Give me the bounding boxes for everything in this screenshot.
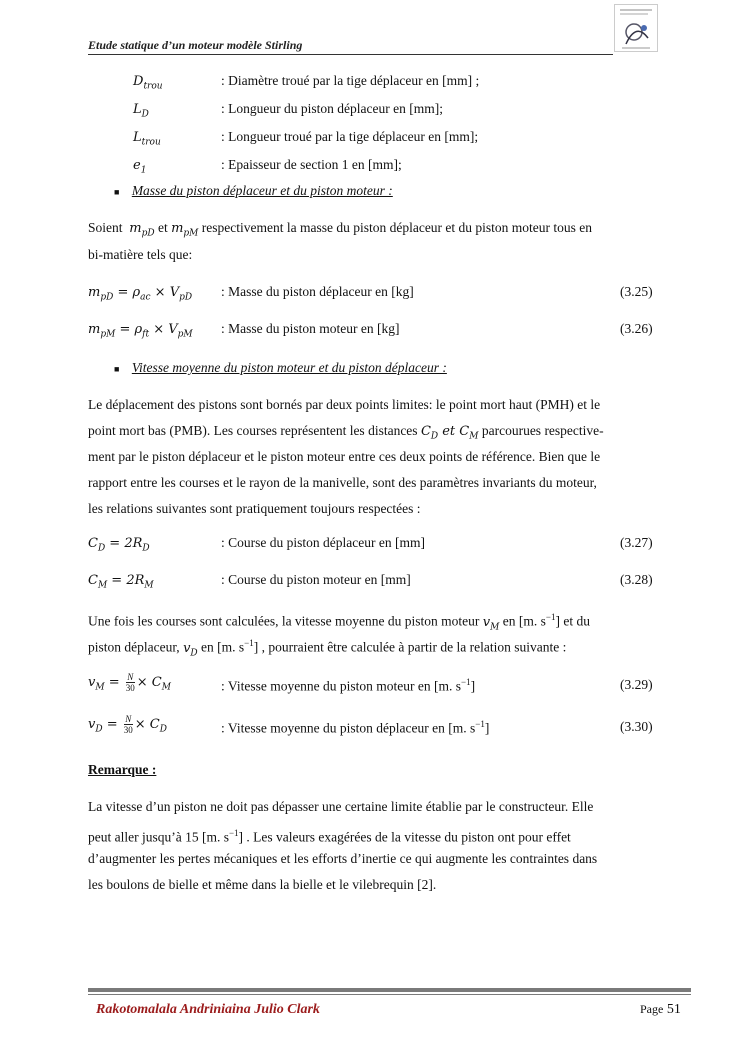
remarque-heading: Remarque : — [88, 762, 157, 777]
footer-author: Rakotomalala Andriniaina Julio Clark — [96, 1002, 320, 1017]
def-text-e1: : Epaisseur de section 1 en [mm]; — [221, 157, 402, 172]
def-text-ltrou: : Longueur troué par la tige déplaceur en [mm]; — [221, 129, 479, 144]
institution-logo-icon — [614, 4, 658, 52]
equation-3-29-number: (3.29) — [620, 677, 653, 692]
equation-3-27-description: : Course du piston déplaceur en [mm] — [221, 535, 425, 550]
vitesse-para-line1: Le déplacement des pistons sont bornés par deux points limites: le point mort haut (PMH) et le — [88, 397, 601, 412]
running-header: Etude statique d’un moteur modèle Stirling — [88, 38, 303, 52]
courses-para-line2: piston déplaceur, $v_D$ en [m. $s^{-1}$] , pourraient être calculée à partir de la relation suivante : — [88, 638, 567, 659]
fraction-n-over-30: $\frac{N}{30}$ — [123, 714, 133, 735]
section-masse-heading: ■ Masse du piston déplaceur et du piston moteur : — [114, 183, 393, 198]
courses-para-line1: Une fois les courses sont calculées, la vitesse moyenne du piston moteur $v_M$ en [m. $s^{-1}$] et du — [88, 612, 590, 633]
equation-3-25-description: : Masse du piston déplaceur en [kg] — [221, 284, 414, 299]
remarque-line2: peut aller jusqu’à 15 [m. $s^{-1}$] . Les valeurs exagérées de la vitesse du piston ont pour effet — [88, 828, 571, 845]
equation-3-26-description: : Masse du piston moteur en [kg] — [221, 321, 400, 336]
masse-intro-line1: Soient $m_{pD}$ et $m_{pM}$ respectivement la masse du piston déplaceur et du piston moteur tous en — [88, 220, 593, 239]
equation-3-27-number: (3.27) — [620, 535, 653, 550]
fraction-n-over-30: $\frac{N}{30}$ — [125, 672, 135, 693]
footer-rule — [88, 988, 691, 992]
equation-3-25: $m_{pD} = \rho_{ac} \times V_{pD}$ — [88, 285, 193, 303]
section-vitesse-heading: ■ Vitesse moyenne du piston moteur et du piston déplaceur : — [114, 360, 447, 375]
equation-3-25-number: (3.25) — [620, 284, 653, 299]
square-bullet-icon: ■ — [114, 187, 120, 197]
footer-page-number: Page 51 — [640, 1002, 681, 1017]
equation-3-30: $v_D$ = $\frac{N}{30}$ × $C_D$ — [88, 714, 167, 735]
equation-3-29: $v_M$ = $\frac{N}{30}$ × $C_M$ — [88, 672, 171, 693]
equation-3-26: $m_{pM} = \rho_{ft} \times V_{pM}$ — [88, 322, 193, 340]
def-symbol-e1: $e_1$ — [133, 158, 147, 176]
def-text-dtrou: : Diamètre troué par la tige déplaceur en [mm] ; — [221, 73, 480, 88]
equation-3-29-description: : Vitesse moyenne du piston moteur en [m. $s^{-1}$] — [221, 677, 476, 694]
def-symbol-dtrou: $D_{trou}$ — [133, 74, 163, 92]
header-rule — [88, 54, 613, 55]
remarque-line4: les boulons de bielle et même dans la bielle et le vilebrequin [2]. — [88, 877, 437, 892]
equation-3-28: $C_M = 2R_M$ — [88, 573, 154, 591]
vitesse-para-line4: rapport entre les courses et le rayon de la manivelle, sont des paramètres invariants du moteur, — [88, 475, 597, 490]
masse-intro-line2: bi-matière tels que: — [88, 247, 193, 262]
vitesse-para-line3: ment par le piston déplaceur et le piston moteur entre ces deux points de référence. Bien que le — [88, 449, 601, 464]
equation-3-26-number: (3.26) — [620, 321, 653, 336]
equation-3-28-description: : Course du piston moteur en [mm] — [221, 572, 411, 587]
remarque-line1: La vitesse d’un piston ne doit pas dépasser une certaine limite établie par le constructeur. Elle — [88, 799, 594, 814]
vitesse-para-line2: point mort bas (PMB). Les courses représentent les distances $C_D$ et $C_M$ parcourues respective- — [88, 423, 604, 442]
def-text-ld: : Longueur du piston déplaceur en [mm]; — [221, 101, 443, 116]
equation-3-28-number: (3.28) — [620, 572, 653, 587]
def-symbol-ltrou: $L_{trou}$ — [133, 130, 161, 148]
def-symbol-ld: $L_D$ — [133, 102, 149, 120]
equation-3-30-description: : Vitesse moyenne du piston déplaceur en [m. $s^{-1}$] — [221, 719, 490, 736]
square-bullet-icon: ■ — [114, 364, 120, 374]
remarque-line3: d’augmenter les pertes mécaniques et les efforts d’inertie ce qui augmente les contraintes dans — [88, 851, 598, 866]
equation-3-27: $C_D = 2R_D$ — [88, 536, 150, 554]
footer-rule-thin — [88, 994, 691, 995]
equation-3-30-number: (3.30) — [620, 719, 653, 734]
vitesse-para-line5: les relations suivantes sont pratiquement toujours respectées : — [88, 501, 421, 516]
